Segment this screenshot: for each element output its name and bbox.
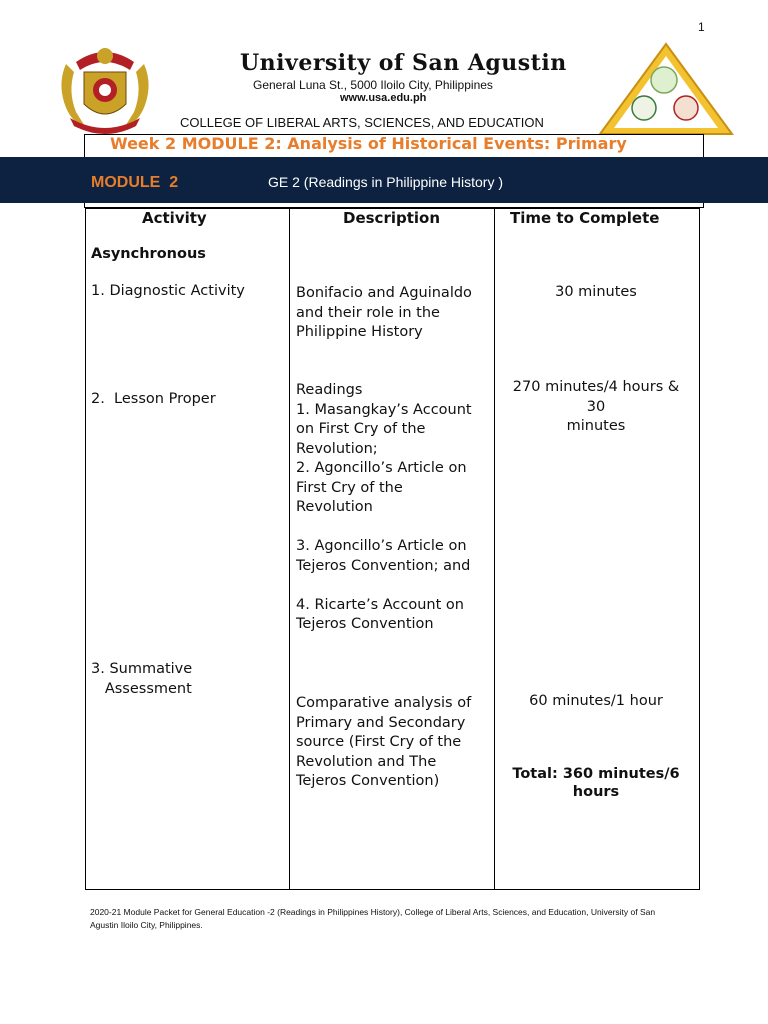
row1-description [296, 284, 490, 343]
description-line: on First Cry of the [296, 421, 426, 437]
university-address: General Luna St., 5000 Iloilo City, Philippines [253, 78, 493, 92]
column-divider [494, 208, 495, 890]
description-line: 3. Agoncillo’s Article on [296, 538, 467, 554]
description-line: Readings [296, 382, 363, 398]
college-name: COLLEGE OF LIBERAL ARTS, SCIENCES, AND EDUCATION [180, 115, 544, 130]
university-website: www.usa.edu.ph [340, 92, 427, 104]
description-line: Revolution; [296, 440, 378, 457]
column-divider [289, 208, 290, 890]
time-line: minutes [566, 418, 626, 434]
description-line: 1. Masangkay’s Account [296, 401, 472, 418]
description-line: 4. Ricarte’s Account on [296, 596, 464, 613]
row3-activity [91, 660, 192, 699]
row1-activity [91, 282, 245, 302]
activity-line: 3. Summative [91, 661, 193, 677]
accreditation-triangle-logo [598, 42, 734, 136]
row3-description [296, 694, 490, 792]
description-line: Revolution [296, 499, 373, 515]
description-line: source (First Cry of the [296, 734, 462, 750]
description-line: Comparative analysis of [296, 695, 472, 711]
time-line: 270 minutes/4 hours & [512, 379, 680, 395]
university-seal-logo [56, 42, 154, 138]
total-time [496, 765, 696, 801]
row3-time [496, 692, 696, 712]
description-line: Primary and Secondary [296, 714, 466, 731]
total-line: hours [572, 784, 620, 800]
description-line: 2. Agoncillo’s Article on [296, 460, 467, 476]
description-line: Tejeros Convention; and [296, 557, 471, 574]
page-number: 1 [698, 20, 705, 34]
row1-time [496, 283, 696, 303]
course-title: GE 2 (Readings in Philippine History ) [268, 174, 503, 190]
time-line: 30 minutes [555, 284, 637, 300]
module-label: MODULE 2 [91, 174, 179, 191]
footer-citation: 2020-21 Module Packet for General Education -2 (Readings in Philippines History), College of Liberal Arts, Sciences, and Education, University of San Agustin Iloilo City, Philippines. [90, 907, 656, 930]
row2-description [296, 381, 490, 635]
activity-line: 1. Diagnostic Activity [91, 283, 245, 299]
description-line: Tejeros Convention [296, 616, 434, 632]
header-activity: Activity [142, 209, 207, 227]
activity-line: Assessment [91, 680, 192, 697]
section-label: Asynchronous [91, 246, 206, 262]
university-name: University of San Agustin [240, 50, 567, 76]
header-description: Description [343, 209, 441, 227]
time-line: 30 [586, 398, 606, 415]
description-line: First Cry of the [296, 479, 403, 496]
description-line: Philippine History [296, 324, 423, 340]
row2-time [496, 378, 696, 437]
time-line: 60 minutes/1 hour [529, 693, 663, 709]
description-line: and their role in the [296, 304, 440, 321]
description-line: Tejeros Convention) [296, 773, 440, 789]
description-spacer [296, 518, 490, 538]
activity-line: 2. Lesson Proper [91, 391, 216, 407]
description-spacer [296, 576, 490, 596]
week-module-title: Week 2 MODULE 2: Analysis of Historical Events: Primary [110, 134, 627, 153]
description-line: Revolution and The [296, 753, 437, 770]
row2-activity [91, 390, 216, 410]
header-time: Time to Complete [510, 209, 660, 227]
total-line: Total: 360 minutes/6 [512, 766, 680, 782]
description-line: Bonifacio and Aguinaldo [296, 285, 472, 301]
